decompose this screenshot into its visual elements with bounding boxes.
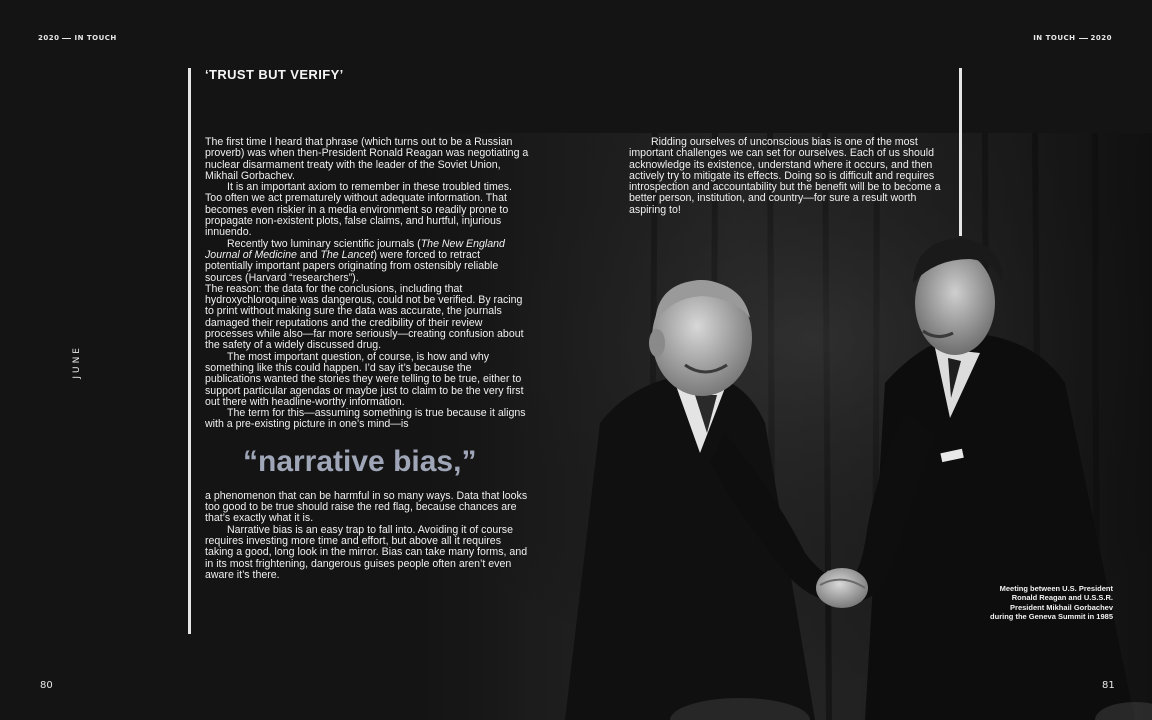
paragraph: The first time I heard that phrase (which turns out to be a Russian proverb) was when then-President Ronald Reagan was negotiating a nuclear disarmament treaty with the leader of the Soviet Union, Mikhail Gorbachev. — [205, 136, 529, 182]
article-column-left — [205, 137, 529, 581]
article-column-right — [629, 137, 951, 216]
paragraph: The reason: the data for the conclusions, including that hydroxychloroquine was dangerous, could not be verified. By racing to print without making sure the data was accurate, the journals damaged their reputations and the credibility of their review processes while also—far more seriously—creating confusion about the safety of a widely discussed drug. — [205, 282, 524, 352]
running-head-year: 2020 — [38, 34, 60, 42]
paragraph: The most important question, of course, is how and why something like this could happen. I’d say it’s because the publications wanted the stories they were telling to be true, either to support particular agendas or maybe just to claim to be the very first out there with headline-worthy information. — [205, 350, 524, 408]
running-head-left — [38, 34, 117, 42]
running-head-dash — [62, 38, 71, 39]
journal-title: The Lancet — [320, 248, 374, 261]
paragraph — [205, 239, 529, 284]
paragraph: a phenomenon that can be harmful in so many ways. Data that looks too good to be true should raise the red flag, because chances are that’s exactly what it is. — [205, 489, 528, 525]
running-head-right — [1033, 34, 1112, 42]
vertical-rule-left — [188, 68, 191, 634]
running-head-dash — [1079, 38, 1088, 39]
page-number-right: 81 — [1102, 680, 1115, 691]
pull-quote: “narrative bias,” — [243, 444, 477, 478]
running-head-section: IN TOUCH — [1033, 34, 1076, 42]
paragraph-text: ) were forced to retract potentially important papers originating from ostensibly reliable sources (Harvard “researchers”). — [205, 248, 499, 284]
photo-caption: Meeting between U.S. President Ronald Reagan and U.S.S.R. President Mikhail Gorbachev during the Geneva Summit in 1985 — [990, 584, 1113, 621]
paragraph: The term for this—assuming something is true because it aligns with a pre-existing picture in one’s mind—is — [205, 407, 526, 431]
paragraph: Narrative bias is an easy trap to fall into. Avoiding it of course requires investing more time and effort, but above all it requires taking a good, long look in the mirror. Bias can take many forms, and in its most frightening, dangerous guises people often aren’t even aware it’s there. — [205, 523, 528, 581]
journal-title: The New England Journal of Medicine — [205, 237, 505, 261]
vertical-rule-right — [959, 68, 962, 236]
paragraph-text: Recently two luminary scientific journals ( — [227, 237, 421, 250]
paragraph: It is an important axiom to remember in these troubled times. Too often we act prematurely without adequate information. That becomes even riskier in a media environment so readily prone to propagate non-existent plots, false claims, and hurtful, injurious innuendo. — [205, 181, 512, 239]
month-label: JUNE — [72, 345, 82, 379]
page-number-left: 80 — [40, 680, 53, 691]
article-headline: ‘TRUST BUT VERIFY’ — [205, 67, 344, 82]
paragraph-text: and — [296, 248, 321, 261]
running-head-year: 2020 — [1090, 34, 1112, 42]
paragraph: Ridding ourselves of unconscious bias is one of the most important challenges we can set for ourselves. Each of us should acknowledge its existence, understand where it occurs, and then actively try to mitigate its effects. Doing so is difficult and requires introspection and accountability but the benefit will be to become a better person, institution, and country—for sure a result worth aspiring to! — [629, 136, 941, 216]
running-head-section: IN TOUCH — [74, 34, 117, 42]
